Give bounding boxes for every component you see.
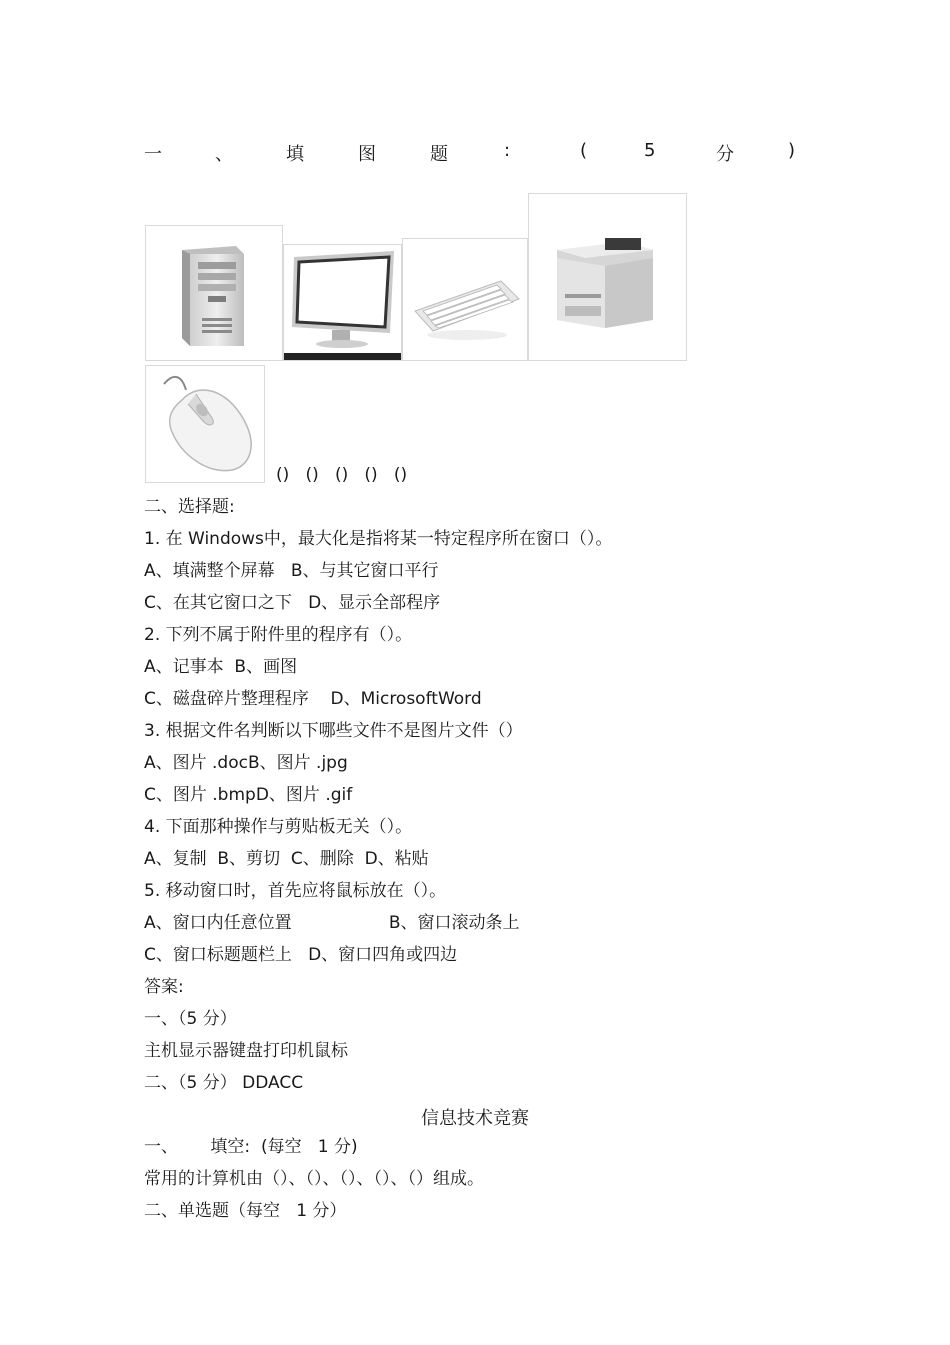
title-char: : [504, 140, 511, 161]
question-5-options-ab: A、窗口内任意位置 B、窗口滚动条上 [144, 913, 520, 933]
printer-icon [528, 193, 687, 361]
question-1-options-ab: A、填满整个屏幕 B、与其它窗口平行 [144, 561, 439, 581]
title-char: 图 [358, 144, 376, 165]
answer-heading: 答案: [144, 977, 184, 997]
question-2: 2. 下列不属于附件里的程序有（）。 [144, 625, 413, 645]
section1-title [0, 140, 950, 168]
title-char: 填 [286, 144, 304, 165]
title-char: ( [580, 140, 588, 161]
single-choice-heading: 二、单选题（每空 1 分） [144, 1201, 347, 1221]
question-1-options-cd: C、在其它窗口之下 D、显示全部程序 [144, 593, 441, 613]
title-char: ) [788, 140, 796, 161]
question-5: 5. 移动窗口时，首先应将鼠标放在（）。 [144, 881, 447, 901]
mouse-icon [145, 365, 265, 483]
title-char: 题 [430, 144, 448, 165]
question-4: 4. 下面那种操作与剪贴板无关（）。 [144, 817, 413, 837]
monitor-icon [283, 244, 402, 361]
contest-title: 信息技术竞赛 [421, 1108, 529, 1129]
title-char: 、 [215, 144, 233, 165]
keyboard-icon [402, 238, 528, 361]
question-3-options-ab: A、图片 .docB、图片 .jpg [144, 753, 348, 773]
question-1: 1. 在 Windows中，最大化是指将某一特定程序所在窗口（）。 [144, 529, 613, 549]
answer-section2: 二、（5 分） DDACC [144, 1073, 304, 1093]
computer-tower-icon [145, 225, 283, 361]
answer-section1-heading: 一、（5 分） [144, 1009, 237, 1029]
section2-heading: 二、选择题: [144, 497, 235, 517]
title-char: 一 [144, 144, 162, 165]
question-3-options-cd: C、图片 .bmpD、图片 .gif [144, 785, 353, 805]
title-char: 5 [644, 140, 656, 161]
question-3: 3. 根据文件名判断以下哪些文件不是图片文件（） [144, 721, 523, 741]
fill-blank-question: 常用的计算机由（）、（）、（）、（）、（）组成。 [144, 1169, 484, 1189]
question-5-options-cd: C、窗口标题题栏上 D、窗口四角或四边 [144, 945, 458, 965]
fill-blank-heading: 一、 填空: (每空 1 分) [144, 1137, 358, 1157]
question-4-options: A、复制 B、剪切 C、删除 D、粘贴 [144, 849, 429, 869]
question-2-options-cd: C、磁盘碎片整理程序 D、MicrosoftWord [144, 689, 482, 709]
blanks-row: () () () () () [276, 465, 408, 485]
question-2-options-ab: A、记事本 B、画图 [144, 657, 298, 677]
title-char: 分 [716, 144, 734, 165]
answer-section1-text: 主机显示器键盘打印机鼠标 [144, 1041, 348, 1061]
